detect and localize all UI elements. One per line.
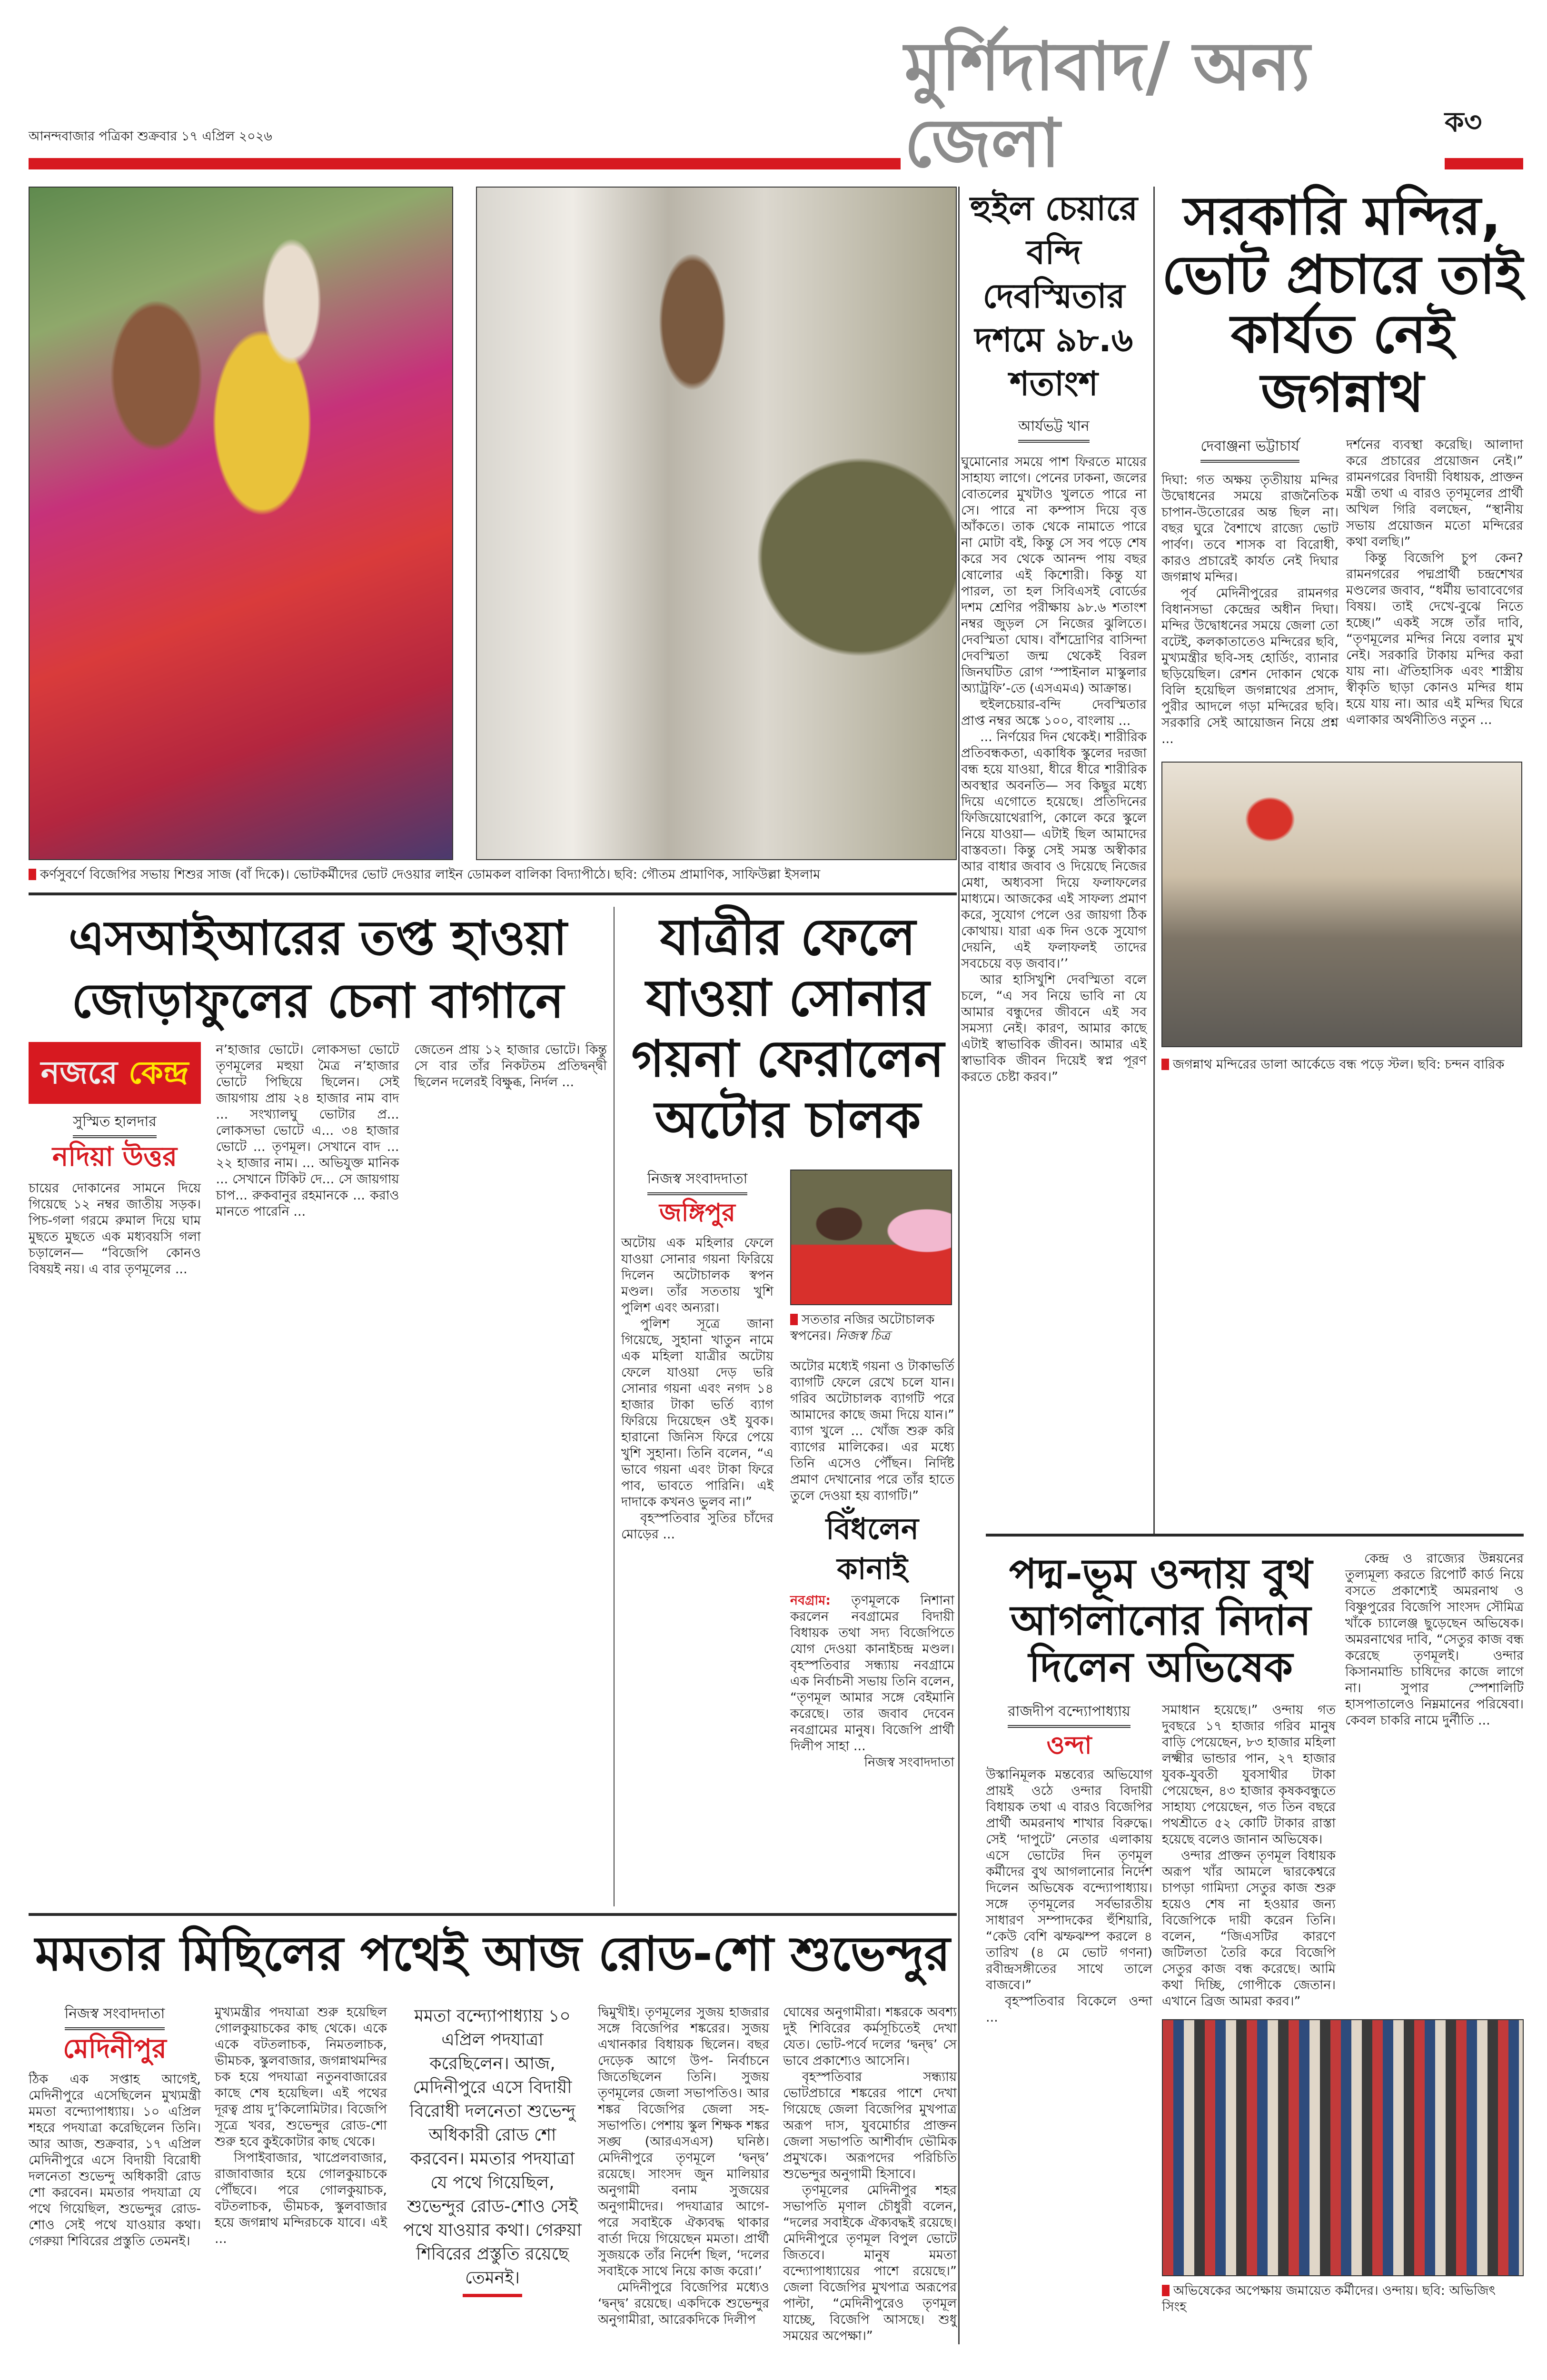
top-photos-caption: [29, 867, 957, 883]
temple-byline: দেবাঞ্জনা ভট্টাচার্য: [1200, 437, 1299, 463]
jewel-place: জঙ্গিপুর: [659, 1199, 735, 1227]
sir-col1: [29, 1042, 201, 1278]
temple-article: [1161, 187, 1523, 1534]
jewel-byline: নিজস্ব সংবাদদাতা: [647, 1170, 748, 1195]
onda-place: ওন্দা: [1046, 1731, 1092, 1760]
najare-kendra-badge: [29, 1042, 201, 1104]
onda-article: [986, 1551, 1524, 2315]
badge-text: নজরে: [40, 1054, 118, 1091]
sir-headline: [29, 907, 607, 1032]
onda-body-col1: [986, 1767, 1152, 2026]
paragraph: সিপাইবাজার, খাপ্রেলবাজার, রাজাবাজার হয়ে গোলকুয়াচকে পৌঁছবে। পরে গোলকুয়াচক, বটতলাচক, ভীমচক, স্কুলবাজার হয়ে জগন্নাথ মন্দিরচকে যাবে। এই ...: [215, 2151, 387, 2246]
onda-col1: [986, 1702, 1152, 2026]
jewel-columns: [621, 1170, 954, 1771]
sir-jewel-row: [29, 907, 957, 1906]
section-title: মুর্শিদাবাদ/ অন্য জেলা: [904, 28, 1310, 182]
photo-credit: নিজস্ব চিত্র: [835, 1329, 890, 1343]
caption-text: কর্ণসুবর্ণে বিজেপির সভায় শিশুর সাজ (বাঁ দিকে)। ভোটকর্মীদের ভোট দেওয়ার লাইন ডোমকল বালিকা বিদ্যাপীঠে। ছবি: গৌতম প্রামাণিক, সাফিউল্লা ইসলাম: [40, 867, 821, 882]
paragraph: চায়ের দোকানের সামনে দিয়ে গিয়েছে ১২ নম্বর জাতীয় সড়ক। পিচ-গলা গরমে রুমাল দিয়ে ঘাম মুছতে মুছতে এক মধ্যবয়সি গলা চড়ালেন— “বিজেপি কোনও বিষয়ই নয়। এ বার তৃণমূলের ...: [29, 1181, 201, 1277]
photo-child-in-modi-mask: [29, 187, 453, 860]
paragraph: দর্শনের ব্যবস্থা করেছি। আলাদা করে প্রচারের প্রয়োজন নেই।” রামনগরের বিদায়ী বিধায়ক, প্রাক্তন মন্ত্রী তথা এ বারও তৃণমূলের প্রার্থী অখিল গিরি বলছেন, “স্থানীয় সভায় প্রয়োজন মতো মন্দিরের কথা বলছি।”: [1346, 437, 1523, 549]
mamata-pullquote: [401, 2004, 584, 2297]
onda-headline: পদ্ম-ভূম ওন্দায় বুথ আগলানোর নিদান দিলেন অভিষেক: [1009, 1550, 1313, 1691]
paragraph: কেন্দ্র ও রাজ্যের উন্নয়নের তুল্যমূল্য করতে রিপোর্ট কার্ড নিয়ে বসতে প্রকাশ্যেই অমরনাথ ও বিষ্ণুপুরের বিজেপি সাংসদ সৌমিত্র খাঁকে চ্যালেঞ্জ ছুড়েছেন অভিষেক। অমরনাথের দাবি, “সেতুর কাজ বন্ধ করেছে তৃণমূলই। ওন্দার কিসানমান্ডি চাষিদের কাজে লাগে না। সুপার স্পেশালিটি হাসপাতালেও নিম্নমানের পরিষেবা। কেবল চাকরি নামে দুর্নীতি ...: [1345, 1551, 1524, 1728]
masthead-red-bar-right: [1445, 158, 1523, 169]
mamata-body-col4: [598, 2004, 769, 2328]
paragraph: পুলিশ সূত্রে জানা গিয়েছে, সুহানা খাতুন নামে এক মহিলা যাত্রীর অটোয় ফেলে যাওয়া দেড় ভরি সোনার গয়না এবং নগদ ১৪ হাজার টাকা ভর্তি ব্যাগ ফিরিয়ে দিয়েছেন ওই যুবক। হারানো জিনিস ফিরে পেয়ে খুশি সুহানা। তিনি বলেন, “এ ভাবে গয়না এবং টাকা ফিরে পাব, ভাবতে পারিনি। এই দাদাকে কখনও ভুলব না।”: [621, 1317, 774, 1510]
wheelchair-article: [961, 187, 1147, 1534]
masthead-left: [29, 129, 901, 182]
temple-columns: [1161, 437, 1523, 747]
mamata-col1: [29, 2004, 201, 2250]
column-divider: [958, 187, 960, 2344]
paragraph: ন’হাজার ভোটে। লোকসভা ভোটে তৃণমূলের মহুয়া মৈত্র ন’হাজার ভোটে পিছিয়ে ছিলেন। সেই জায়গায় প্রায় ২৪ হাজার নাম বাদ ... সংখ্যালঘু ভোটার প্র... লোকসভা ভোটে এ... ৩৪ হাজার ভোটে ... তৃণমূল। সেখানে বাদ ... ২২ হাজার নাম। ... অভিযুক্ত মানিক ... সেখানে টিকিট দে... সে জায়গায় চাপ... রুকবানুর রহমানকে ... করাও মানতে পারেনি ...: [216, 1042, 399, 1219]
jewel-body-col1: [621, 1235, 774, 1543]
sir-article: [29, 907, 607, 1906]
mamata-body-col1: [29, 2072, 201, 2250]
onda-body-col3: [1345, 1551, 1524, 1729]
caption-text: জগন্নাথ মন্দিরের ডালা আর্কেডে বন্ধ পড়ে স্টল। ছবি: চন্দন বারিক: [1173, 1057, 1505, 1072]
column-divider: [614, 907, 615, 1906]
paragraph: অটোর মধ্যেই গয়না ও টাকাভর্তি ব্যাগটি ফেলে রেখে চলে যান। গরিব অটোচালক ব্যাগটি পরে আমাদের কাছে জমা দিয়ে যান।” ব্যাগ খুলে ... খোঁজ শুরু করি ব্যাগের মালিকের। এর মধ্যে তিনি এসেও পৌঁছন। নির্দিষ্ট প্রমাণ দেখানোর পরে তাঁর হাতে তুলে দেওয়া হয় ব্যাগটি।”: [790, 1359, 954, 1503]
pullquote-red-rule: [463, 2294, 522, 2297]
paragraph: ওন্দার প্রাক্তন তৃণমূল বিধায়ক অরূপ খাঁর আমলে দ্বারকেশ্বরে চাপড়া গামিদ্যা সেতুর কাজ শুরু হয়েও শেষ না হওয়ার জন্য বিজেপিকে দায়ী করেন তিনি। বলেন, “জিএসটির কারণে জটিলতা তৈরি করে বিজেপি সেতুর কাজ বন্ধ করেছে। আমি কথা দিচ্ছি, গোপীকে জেতান। এখানে ব্রিজ আমরা করব।”: [1162, 1848, 1336, 2009]
sir-byline: সুস্মিত হালদার: [73, 1112, 156, 1138]
sir-columns: [29, 1042, 607, 1278]
temple-headline: সরকারি মন্দির, ভোট প্রচারে তাই কার্যত নেই জগন্নাথ: [1161, 185, 1523, 424]
wheelchair-headline: হুইল চেয়ারে বন্দি দেবস্মিতার দশমে ৯৮.৬ শতাংশ: [970, 189, 1138, 403]
badge-text: কেন্দ্র: [128, 1054, 189, 1091]
onda-photo-block: [1162, 2019, 1524, 2315]
wheelchair-body: [961, 454, 1147, 1085]
temple-body-col1: [1161, 472, 1339, 747]
divider: [29, 892, 957, 895]
paragraph: আর হাসিখুশি দেবস্মিতা বলে চলে, “এ সব নিয়ে ভাবি না যে আমার বন্ধুদের জীবনে এই সব সমস্যা নেই। কারণ, আমার কাছে এটাই স্বাভাবিক জীবন। আমার এই স্বাভাবিক জীবন দিয়েই স্বপ্ন পূরণ করতে চেষ্টা করব।”: [961, 972, 1147, 1084]
top-photos: [29, 187, 957, 860]
divider: [986, 1534, 1524, 1537]
kanai-body: [790, 1593, 954, 1771]
paragraph: মেদিনীপুরে বিজেপির মধ্যেও ‘দ্বন্দ্ব’ রয়েছে। একদিকে শুভেন্দুর অনুগামীরা, আরেকদিকে দিলীপ: [598, 2280, 769, 2327]
masthead: [29, 29, 1523, 182]
paragraph: সমাধান হয়েছে।” ওন্দায় গত দুবছরে ১৭ হাজার গরিব মানুষ বাড়ি পেয়েছেন, ৮৩ হাজার মহিলা লক্ষ্মীর ভান্ডার পান, ২৭ হাজার যুবক-যুবতী যুবসাথীর টাকা পেয়েছেন, ৪৩ হাজার কৃষকবন্ধুতে সাহায্য পেয়েছেন, গত তিন বছরে পথশ্রীতে ৫২ কোটি টাকার রাস্তা হয়েছে বলেও জানান অভিষেক।: [1162, 1703, 1336, 1847]
mamata-headline: মমতার মিছিলের পথেই আজ রোড-শো শুভেন্দুর: [35, 1926, 951, 1982]
paragraph: অটোয় এক মহিলার ফেলে যাওয়া সোনার গয়না ফিরিয়ে দিলেন অটোচালক স্বপন মণ্ডল। তাঁর সততায় খুশি পুলিশ এবং অন্যরা।: [621, 1236, 774, 1316]
paragraph: ঘুমোনোর সময়ে পাশ ফিরতে মায়ের সাহায্য লাগে। পেনের ঢাকনা, জলের বোতলের মুখটাও খুলতে পারে না সে। পারে না কম্পাস দিয়ে বৃত্ত আঁকতে। তাক থেকে নামাতে পারে না মোটা বই, কিন্তু সে সব পড়ে শেষ করে সব থেকে আনন্দ পায় বছর ষোলোর এই কিশোরী। কিন্তু যা পারল, তা হল সিবিএসই বোর্ডের দশম শ্রেণির পরীক্ষায় ৯৮.৬ শতাংশ নম্বর জুড়ল সে নিজের ঝুলিতে। দেবস্মিতা ঘোষ। বাঁশদ্রোণির বাসিন্দা দেবস্মিতা জন্ম থেকেই বিরল জিনঘটিত রোগ ‘স্পাইনাল মাস্কুলার অ্যাট্রফি’-তে (এসএমএ) আক্রান্ত।: [961, 455, 1147, 696]
temple-col1: [1161, 437, 1339, 747]
masthead-date-line: আনন্দবাজার পত্রিকা শুক্রবার ১৭ এপ্রিল ২০২৬: [29, 129, 272, 144]
wheelchair-temple-row: [961, 187, 1524, 1534]
page-body: [29, 187, 1523, 2344]
photo-auto-driver: [790, 1170, 952, 1305]
paragraph: তৃণমূলকে নিশানা করলেন নবগ্রামের বিদায়ী বিধায়ক তথা সদ্য বিজেপিতে যোগ দেওয়া কানাইচন্দ্র মণ্ডল। বৃহস্পতিবার সন্ধ্যায় নবগ্রামে এক নির্বাচনী সভায় তিনি বলেন, “তৃণমূল আমার সঙ্গে বেইমানি করেছে। তার জবাব দেবেন নবগ্রামের মানুষ। বিজেপি প্রার্থী দিলীপ সাহা ...: [790, 1593, 954, 1754]
left-area: [29, 187, 957, 2344]
dateline: নবগ্রাম:: [790, 1593, 831, 1608]
signoff: নিজস্ব সংবাদদাতা: [864, 1755, 954, 1770]
mamata-byline: নিজস্ব সংবাদদাতা: [65, 2004, 165, 2030]
mamata-place: মেদিনীপুর: [63, 2033, 167, 2064]
paragraph: বৃহস্পতিবার বিকেলে ওন্দা ...: [986, 1994, 1152, 2025]
paragraph: বৃহস্পতিবার সুতির চাঁদের মোড়ের ...: [621, 1511, 774, 1542]
headline-line: এসআইআরের তপ্ত হাওয়া: [68, 910, 567, 966]
kanai-subheadline: বিঁধলেন কানাই: [825, 1511, 919, 1586]
mamata-columns: [29, 2004, 957, 2344]
onda-photo-caption: [1162, 2283, 1524, 2315]
jewel-col1: [621, 1170, 774, 1543]
sir-body-col1: [29, 1180, 201, 1278]
column-divider: [1153, 187, 1155, 1534]
paragraph: বৃহস্পতিবার সন্ধ্যায় ভোটপ্রচারে শঙ্করের পাশে দেখা গিয়েছে জেলা বিজেপির মুখপাত্র অরূপ দাস, যুবমোর্চার প্রাক্তন জেলা সভাপতি আশীর্বাদ ভৌমিক প্রমুখকে। অরূপদের পরিচিতি শুভেন্দুর অনুগামী হিসাবে।: [783, 2070, 957, 2182]
paragraph: হুইলচেয়ার-বন্দি দেবস্মিতার প্রাপ্ত নম্বর অঙ্কে ১০০, বাংলায় ...: [961, 697, 1147, 728]
paragraph: জেতেন প্রায় ১২ হাজার ভোটে। কিন্তু সে বার তাঁর নিকটতম প্রতিদ্বন্দ্বী ছিলেন দলেরই বিক্ষুব্ধ, নির্দল ...: [414, 1042, 607, 1090]
sir-place: নদিয়া উত্তর: [52, 1141, 178, 1172]
paragraph: ... নির্ণয়ের দিন থেকেই। শারীরিক প্রতিবন্ধকতা, একাধিক স্কুলের দরজা বন্ধ হয়ে যাওয়া, ধীরে ধীরে শারীরিক অবস্থার অবনতি— সব কিছুর মধ্যে দিয়ে এগোতে হয়েছে। প্রতিদিনের ফিজিয়োথেরাপি, কোলে করে স্কুলে নিয়ে যাওয়া— এটাই ছিল আমাদের বাস্তবতা। কিন্তু সেই সমস্ত অস্বীকার আর বাধার জবাব ও দিয়েছে নিজের মেধা, অধ্যবসা দিয়ে ফলাফলের মাধ্যমে। আজকের এই সাফল্য প্রমাণ করে, সুযোগ পেলে ওর জায়গা ঠিক কোথায়। যারা এক দিন ওকে সুযোগ দেয়নি, এই ফলাফলই তাদের সবচেয়ে বড় জবাব।’’: [961, 730, 1147, 971]
mamata-body-col2: [215, 2004, 387, 2247]
photo-temple-arcade-stalls: [1161, 762, 1522, 1047]
jewel-body-col2: [790, 1359, 954, 1504]
paragraph: দ্বিমুখীই। তৃণমূলের সুজয় হাজরার সঙ্গে বিজেপির শঙ্করের। সুজয় এখানকার বিধায়ক ছিলেন। বছর দেড়েক আগে উপ- নির্বাচনে জিতেছিলেন তিনি। সুজয় তৃণমূলের জেলা সভাপতিও। আর শঙ্কর বিজেপির জেলা সহ-সভাপতি। পেশায় স্কুল শিক্ষক শঙ্কর সঙ্ঘ (আরএসএস) ঘনিষ্ঠ। মেদিনীপুরে তৃণমূলে ‘দ্বন্দ্ব’ রয়েছে। সাংসদ জুন মালিয়ার অনুগামী বনাম সুজয়ের অনুগামীদের। পদযাত্রার আগে-পরে সবাইকে ঐক্যবদ্ধ থাকার বার্তা দিয়ে গিয়েছেন মমতা। প্রার্থী সুজয়কে তাঁর নির্দেশ ছিল, ‘দলের সবাইকে সাথে নিয়ে কাজ করো।’: [598, 2005, 769, 2279]
headline-line: জোড়াফুলের চেনা বাগানে: [71, 973, 564, 1029]
photo-polling-queue-soldier: [476, 187, 957, 860]
paragraph: দিঘা: গত অক্ষয় তৃতীয়ায় মন্দির উদ্বোধনের সময়ে রাজনৈতিক চাপান-উতোরের অন্ত ছিল না। বছর ঘুরে বৈশাখে রাজ্যে ভোট পার্বণ। তবে শাসক বা বিরোধী, কারও প্রচারেই কার্যত নেই দিঘার জগন্নাথ মন্দির।: [1161, 473, 1339, 585]
page-number: ক৩: [1445, 106, 1482, 139]
jewel-article: [621, 907, 954, 1906]
caption-marker-icon: [29, 869, 36, 880]
caption-marker-icon: [1161, 1059, 1169, 1070]
paragraph: ঠিক এক সপ্তাহ আগেই, মেদিনীপুরে এসেছিলেন মুখ্যমন্ত্রী মমতা বন্দ্যোপাধ্যায়। ১০ এপ্রিল শহরে পদযাত্রা করেছিলেন তিনি। আর আজ, শুক্রবার, ১৭ এপ্রিল মেদিনীপুরে এসে বিদায়ী বিরোধী দলনেতা শুভেন্দু অধিকারী রোড শো করবেন। মমতার পদযাত্রা যে পথে গিয়েছিল, শুভেন্দুর রোড-শোও সেই পথে যাওয়ার কথা। গেরুয়া শিবিরের প্রস্তুতি তেমনই।: [29, 2072, 201, 2249]
jewel-headline: যাত্রীর ফেলে যাওয়া সোনার গয়না ফেরালেন অটোর চালক: [631, 908, 944, 1149]
caption-text: অভিষেকের অপেক্ষায় জমায়েত কর্মীদের। ওন্দায়। ছবি: অভিজিৎ সিংহ: [1162, 2283, 1496, 2314]
divider: [29, 1913, 957, 1916]
pullquote-text: মমতা বন্দ্যোপাধ্যায় ১০ এপ্রিল পদযাত্রা করেছিলেন। আজ, মেদিনীপুরে এসে বিদায়ী বিরোধী দলনেতা শুভেন্দু অধিকারী রোড শো করবেন। মমতার পদযাত্রা যে পথে গিয়েছিল, শুভেন্দুর রোড-শোও সেই পথে যাওয়ার কথা। গেরুয়া শিবিরের প্রস্তুতি রয়েছে তেমনই।: [403, 2006, 582, 2288]
paragraph: পূর্ব মেদিনীপুরের রামনগর বিধানসভা কেন্দ্রের অধীন দিঘা। মন্দির উদ্বোধনের সময়ে জেলা তো বটেই, কলকাতাতেও মন্দিরের ছবি, মুখ্যমন্ত্রীর ছবি-সহ হোর্ডিং, ব্যানার ছড়িয়েছিল। রেশন দোকান থেকে বিলি হয়েছিল জগন্নাথের প্রসাদ, পুরীর আদলে গড়া মন্দিরের ছবি। সরকারি সেই আয়োজন নিয়ে প্রশ্ন ...: [1161, 586, 1339, 746]
caption-marker-icon: [790, 1314, 798, 1325]
right-area: [961, 187, 1524, 2344]
jewel-col2: [790, 1170, 954, 1771]
paragraph: কিন্তু বিজেপি চুপ কেন? রামনগরের পদ্মপ্রার্থী চন্দ্রশেখর মণ্ডলের জবাব, “ধর্মীয় ভাবাবেগের বিষয়। তাই দেখে-বুঝে নিতে হচ্ছে।” একই সঙ্গে তাঁর দাবি, “তৃণমূলের মন্দির নিয়ে বলার মুখ নেই। সরকারি টাকায় মন্দির করা যায় না। ঐতিহাসিক এবং শাস্ত্রীয় স্বীকৃতি ছাড়া কোনও মন্দির ধাম হয়ে যায় না। আর এই মন্দির ঘিরে এলাকার অর্থনীতিও নতুন ...: [1346, 551, 1523, 727]
temple-body-col2: [1346, 437, 1523, 728]
paragraph: উস্কানিমূলক মন্তব্যের অভিযোগ প্রায়ই ওঠে ওন্দার বিদায়ী বিধায়ক তথা এ বারও বিজেপির প্রার্থী অমরনাথ শাখার বিরুদ্ধে। সেই ‘দাপুটে’ নেতার এলাকায় এসে ভোটের দিন তৃণমূল কর্মীদের বুথ আগলানোর নির্দেশ দিলেন অভিষেক বন্দ্যোপাধ্যায়। সঙ্গে তৃণমূলের সর্বভারতীয় সাধারণ সম্পাদকের হুঁশিয়ারি, “কেউ বেশি ঝম্ফঝম্প করলে ৪ তারিখ (৪ মে ভোট গণনা) রবীন্দ্রসঙ্গীতের সাথে তালে বাজবে।”: [986, 1767, 1152, 1993]
onda-byline: রাজদীপ বন্দ্যোপাধ্যায়: [1008, 1702, 1130, 1728]
masthead-red-bar: [29, 158, 901, 169]
paragraph: মুখ্যমন্ত্রীর পদযাত্রা শুরু হয়েছিল গোলকুয়াচকের কাছ থেকে। একে একে বটতলাচক, নিমতলাচক, ভীমচক, স্কুলবাজার, জগন্নাথমন্দির চক হয়ে পদযাত্রা নতুনবাজারের কাছে শেষ হয়েছিল। এই পথের দূরত্ব প্রায় দু’কিলোমিটার। বিজেপি সূত্রে খবর, শুভেন্দুর রোড-শো শুরু হবে কুইকোটার কাছ থেকে।: [215, 2005, 387, 2149]
jewel-photo-caption: [790, 1312, 954, 1344]
sir-body-col2: [216, 1042, 399, 1220]
onda-body-col2: [1162, 1702, 1336, 2010]
paragraph: ঘোষের অনুগামীরা। শঙ্করকে অবশ্য দুই শিবিরের কর্মসূচিতেই দেখা যেত। ভোট-পর্বে দলের ‘দ্বন্দ্ব’ সে ভাবে প্রকাশ্যেও আসেনি।: [783, 2005, 957, 2068]
paragraph: তৃণমূলের মেদিনীপুর শহর সভাপতি মৃণাল চৌধুরী বলেন, “দলের সবাইকে ঐক্যবদ্ধই রয়েছে। মেদিনীপুরে তৃণমূল বিপুল ভোটে জিতবে। মানুষ মমতা বন্দ্যোপাধ্যায়ের পাশে রয়েছে।” জেলা বিজেপির মুখপাত্র অরূপের পাল্টা, “মেদিনীপুরেও তৃণমূল যাচ্ছে, বিজেপি আসছে। শুধু সময়ের অপেক্ষা।”: [783, 2183, 957, 2343]
temple-photo-caption: [1161, 1057, 1523, 1073]
mamata-body-col5: [783, 2004, 957, 2344]
wheelchair-byline: আর্যভট্ট খান: [1018, 417, 1089, 443]
sir-body-col3: [414, 1042, 607, 1091]
caption-text: সততার নজির অটোচালক স্বপনের।: [790, 1312, 935, 1343]
caption-marker-icon: [1162, 2285, 1170, 2296]
masthead-right: [1445, 106, 1523, 182]
photo-crowd-waiting-abhishek: [1162, 2019, 1524, 2276]
